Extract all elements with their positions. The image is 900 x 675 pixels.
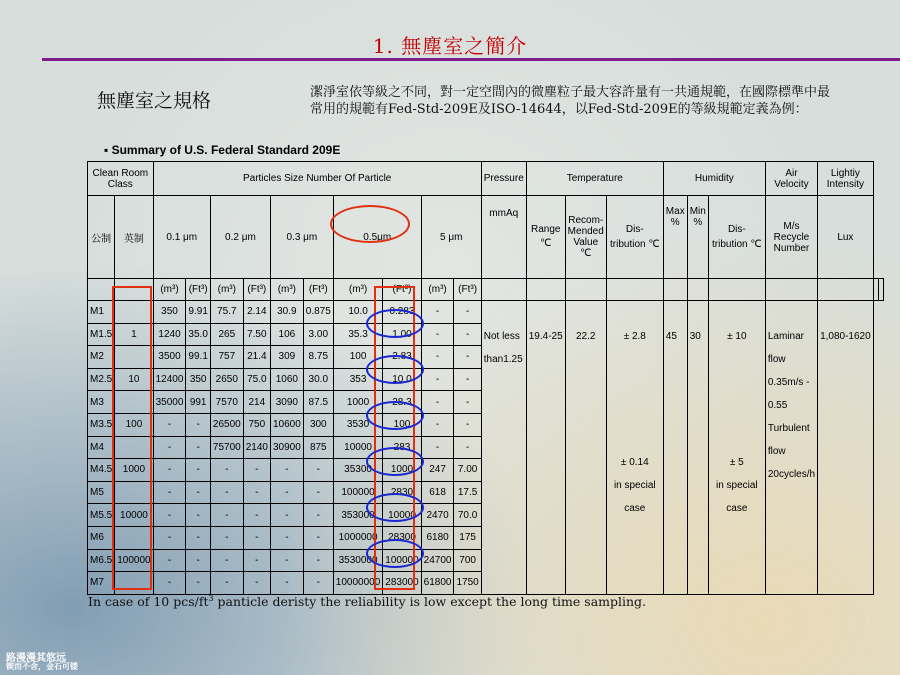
particle-value: 10000 — [333, 436, 383, 459]
unit-cell: (Ft³) — [186, 279, 210, 301]
particle-value: 2470 — [421, 504, 454, 527]
air-velocity-value-line: flow — [767, 446, 786, 457]
description-line-1: 潔淨室依等級之不同，對一定空間內的微塵粒子最大容許量有一共通規範，在國際標準中最 — [310, 85, 831, 100]
temp-range-value — [526, 301, 565, 595]
english-class — [115, 572, 153, 595]
pressure-value — [481, 301, 526, 595]
header-temperature: Temperature — [526, 162, 663, 196]
header-range: Range ℃ — [526, 196, 565, 279]
particle-value: 3.00 — [303, 323, 333, 346]
temp-distribution-value-line: in special — [613, 480, 656, 491]
particle-value: 7570 — [210, 391, 243, 414]
particle-value: - — [270, 504, 303, 527]
header-distribution: Dis- tribution ℃ — [606, 196, 663, 279]
humidity-max-value-line: 45 — [665, 331, 677, 342]
watermark-line-2: 锲而不舍，金石可镂 — [6, 662, 78, 671]
unit-cell: (m³) — [333, 279, 383, 301]
particle-value: - — [243, 459, 270, 482]
temp-recommended-value — [565, 301, 606, 595]
unit-blank — [818, 279, 874, 301]
header-class: Clean Room Class — [88, 162, 154, 196]
unit-blank — [526, 279, 565, 301]
particle-value: - — [421, 346, 454, 369]
air-velocity-value-line: flow — [767, 354, 786, 365]
english-class: 1000 — [115, 459, 153, 482]
temp-distribution-value-line: ± 2.8 — [623, 331, 646, 342]
particle-value: 35.0 — [186, 323, 210, 346]
particle-value: 10000 — [383, 504, 421, 527]
air-velocity-value — [765, 301, 817, 595]
unit-blank — [88, 279, 115, 301]
particle-value: 2140 — [243, 436, 270, 459]
particle-value: 618 — [421, 481, 454, 504]
particle-value: 87.5 — [303, 391, 333, 414]
metric-class: M2 — [88, 346, 115, 369]
particle-value: 309 — [270, 346, 303, 369]
particle-value: 100 — [383, 413, 421, 436]
english-class — [115, 436, 153, 459]
particle-value: 3530000 — [333, 549, 383, 572]
header-max: Max % — [663, 196, 687, 279]
particle-value: 350 — [153, 301, 186, 324]
particle-value: 70.0 — [454, 504, 481, 527]
temp-recommended-value-line: 22.2 — [576, 331, 596, 342]
pressure-value-line: than1.25 — [483, 354, 523, 365]
humidity-distribution-value-line: ± 5 — [729, 457, 744, 468]
particle-value: 35300 — [333, 459, 383, 482]
particle-value: 17.5 — [454, 481, 481, 504]
particle-value: - — [270, 572, 303, 595]
particle-value: 353 — [333, 368, 383, 391]
particle-value: 75700 — [210, 436, 243, 459]
particle-value: 12400 — [153, 368, 186, 391]
air-velocity-value-line: 0.35m/s - — [767, 377, 810, 388]
particle-value: - — [454, 323, 481, 346]
particle-value: - — [303, 459, 333, 482]
particle-value: - — [454, 391, 481, 414]
unit-cell: (m³) — [421, 279, 454, 301]
temp-range-value-line: 19.4-25 — [528, 331, 563, 342]
lux-value — [818, 301, 874, 595]
unit-blank — [708, 279, 765, 301]
footnote-post: panticle deristy the reliability is low except the long time sampling. — [213, 594, 647, 610]
particle-value: 8.75 — [303, 346, 333, 369]
particle-value: - — [153, 459, 186, 482]
header-row-2 — [88, 196, 884, 279]
particle-value: - — [421, 436, 454, 459]
table-row — [88, 301, 884, 324]
title-divider — [42, 58, 900, 61]
particle-value: 21.4 — [243, 346, 270, 369]
header-size-0-5: 0.5μm — [333, 196, 421, 279]
header-particles: Particles Size Number Of Particle — [153, 162, 481, 196]
particle-value: 99.1 — [186, 346, 210, 369]
particle-value: 35000 — [153, 391, 186, 414]
particle-value: 991 — [186, 391, 210, 414]
metric-class: M3 — [88, 391, 115, 414]
particle-value: - — [210, 549, 243, 572]
particle-value: 10000000 — [333, 572, 383, 595]
humidity-distribution-value-line: in special — [715, 480, 758, 491]
header-hum-distribution: Dis- tribution ℃ — [708, 196, 765, 279]
english-class: 100 — [115, 413, 153, 436]
header-row-1 — [88, 162, 884, 196]
unit-blank — [663, 279, 687, 301]
particle-value: 10600 — [270, 413, 303, 436]
particle-value: 10.0 — [383, 368, 421, 391]
english-class: 10 — [115, 368, 153, 391]
unit-blank — [687, 279, 708, 301]
particle-value: 6180 — [421, 526, 454, 549]
metric-class: M4.5 — [88, 459, 115, 482]
particle-value: 26500 — [210, 413, 243, 436]
particle-value: - — [421, 391, 454, 414]
particle-value: - — [270, 526, 303, 549]
metric-class: M5 — [88, 481, 115, 504]
particle-value: - — [421, 368, 454, 391]
particle-value: - — [153, 436, 186, 459]
particle-value: 24700 — [421, 549, 454, 572]
air-velocity-value-line: 20cycles/h — [767, 469, 816, 480]
particle-value: - — [210, 504, 243, 527]
particle-value: 1.00 — [383, 323, 421, 346]
header-min: Min % — [687, 196, 708, 279]
particle-value: 2.83 — [383, 346, 421, 369]
section-heading: 無塵室之規格 — [97, 90, 212, 112]
humidity-distribution-value-line: case — [726, 503, 748, 514]
header-size-0-2: 0.2 μm — [210, 196, 270, 279]
temp-distribution-value-line: ± 0.14 — [620, 457, 649, 468]
unit-cell: (m³) — [210, 279, 243, 301]
particle-value: 1240 — [153, 323, 186, 346]
unit-blank — [878, 279, 883, 301]
unit-cell: (Ft³) — [454, 279, 481, 301]
particle-value: - — [153, 481, 186, 504]
particle-value: - — [186, 459, 210, 482]
particle-value: - — [153, 549, 186, 572]
unit-cell: (Ft³) — [383, 279, 421, 301]
header-size-0-1: 0.1 μm — [153, 196, 210, 279]
particle-value: 28.3 — [383, 391, 421, 414]
humidity-min-value — [687, 301, 708, 595]
particle-value: - — [303, 504, 333, 527]
particle-value: 3500 — [153, 346, 186, 369]
particle-value: 61800 — [421, 572, 454, 595]
footnote — [88, 594, 646, 609]
particle-value: 10.0 — [333, 301, 383, 324]
particle-value: - — [454, 346, 481, 369]
unit-blank — [765, 279, 817, 301]
particle-value: - — [270, 549, 303, 572]
particle-value: 2830 — [383, 481, 421, 504]
particle-value: - — [186, 572, 210, 595]
english-class — [115, 301, 153, 324]
particle-value: - — [186, 436, 210, 459]
header-metric: 公制 — [88, 196, 115, 279]
watermark-line-1: 路漫漫其悠远 — [6, 653, 66, 664]
particle-value: 1000 — [383, 459, 421, 482]
unit-cell: (m³) — [153, 279, 186, 301]
unit-blank — [565, 279, 606, 301]
particle-value: 300 — [303, 413, 333, 436]
air-velocity-value-line: Laminar — [767, 331, 804, 342]
english-class — [115, 526, 153, 549]
particle-value: 0.283 — [383, 301, 421, 324]
particle-value: - — [186, 481, 210, 504]
particle-value: - — [421, 413, 454, 436]
header-size-5: 5 μm — [421, 196, 481, 279]
spacer — [609, 348, 661, 451]
temp-distribution-value — [606, 301, 663, 595]
particle-value: - — [153, 526, 186, 549]
particle-value: 7.50 — [243, 323, 270, 346]
humidity-distribution-value-line: ± 10 — [727, 331, 747, 342]
english-class: 10000 — [115, 504, 153, 527]
metric-class: M4 — [88, 436, 115, 459]
particle-value: - — [186, 413, 210, 436]
particle-value: 100000 — [333, 481, 383, 504]
particle-value: - — [421, 301, 454, 324]
english-class: 1 — [115, 323, 153, 346]
particle-value: - — [303, 526, 333, 549]
particle-value: 265 — [210, 323, 243, 346]
particle-value: 353000 — [333, 504, 383, 527]
humidity-min-value-line: 30 — [689, 331, 701, 342]
particle-value: 1750 — [454, 572, 481, 595]
particle-value: 75.0 — [243, 368, 270, 391]
header-humidity: Humidity — [663, 162, 765, 196]
humidity-max-value — [663, 301, 687, 595]
particle-value: - — [153, 504, 186, 527]
pressure-value-line: Not less — [483, 331, 520, 342]
particle-value: 3530 — [333, 413, 383, 436]
particle-value: - — [210, 526, 243, 549]
air-velocity-value-line: Turbulent — [767, 423, 810, 434]
particle-value: 1000 — [333, 391, 383, 414]
particle-value: - — [186, 504, 210, 527]
particle-value: 1060 — [270, 368, 303, 391]
particle-value: 283000 — [383, 572, 421, 595]
unit-row — [88, 279, 884, 301]
particle-value: - — [243, 504, 270, 527]
metric-class: M2.5 — [88, 368, 115, 391]
particle-value: 0.875 — [303, 301, 333, 324]
header-pressure: Pressure — [481, 162, 526, 196]
particle-value: 214 — [243, 391, 270, 414]
metric-class: M7 — [88, 572, 115, 595]
temp-distribution-value-line: case — [624, 503, 646, 514]
particle-value: 750 — [243, 413, 270, 436]
particle-value: - — [303, 572, 333, 595]
particle-value: - — [270, 459, 303, 482]
particle-value: 100000 — [383, 549, 421, 572]
particle-value: - — [153, 572, 186, 595]
unit-blank — [115, 279, 153, 301]
header-recommended: Recom- Mended Value ℃ — [565, 196, 606, 279]
english-class — [115, 346, 153, 369]
particle-value: 283 — [383, 436, 421, 459]
particle-value: - — [454, 413, 481, 436]
particle-value: 875 — [303, 436, 333, 459]
english-class: 100000 — [115, 549, 153, 572]
spacer — [711, 348, 763, 451]
air-velocity-value-line: 0.55 — [767, 400, 788, 411]
particle-value: - — [210, 459, 243, 482]
particle-value: 7.00 — [454, 459, 481, 482]
metric-class: M1 — [88, 301, 115, 324]
lux-value-line: 1,080-1620 — [820, 331, 871, 342]
unit-blank — [481, 279, 526, 301]
header-mmaq: mmAq — [481, 196, 526, 279]
header-english: 英制 — [115, 196, 153, 279]
header-light: Lightiy Intensity — [818, 162, 874, 196]
particle-value: 3090 — [270, 391, 303, 414]
particle-value: 757 — [210, 346, 243, 369]
particle-value: - — [186, 526, 210, 549]
particle-value: - — [243, 549, 270, 572]
footnote-pre: In case of 10 pcs/ft — [88, 594, 209, 610]
metric-class: M6 — [88, 526, 115, 549]
particle-value: - — [270, 481, 303, 504]
particle-value: - — [243, 572, 270, 595]
particle-value: 700 — [454, 549, 481, 572]
header-lux: Lux — [818, 196, 874, 279]
particle-value: - — [454, 301, 481, 324]
humidity-distribution-value — [708, 301, 765, 595]
footnote-sup: 3 — [208, 594, 214, 603]
metric-class: M6.5 — [88, 549, 115, 572]
particle-value: - — [153, 413, 186, 436]
particle-value: - — [210, 481, 243, 504]
header-size-0-3: 0.3 μm — [270, 196, 333, 279]
particle-value: 247 — [421, 459, 454, 482]
table-title: ▪ Summary of U.S. Federal Standard 209E — [104, 143, 341, 157]
particle-value: - — [454, 436, 481, 459]
particle-value: 2650 — [210, 368, 243, 391]
particle-value: 175 — [454, 526, 481, 549]
particle-value: - — [454, 368, 481, 391]
particle-value: 350 — [186, 368, 210, 391]
unit-cell: (Ft³) — [303, 279, 333, 301]
particle-value: 1000000 — [333, 526, 383, 549]
description-line-2: 常用的規範有Fed-Std-209E及ISO-14644，以Fed-Std-209E的等級規範定義為例： — [310, 102, 808, 117]
particle-value: 9.91 — [186, 301, 210, 324]
particle-value: 100 — [333, 346, 383, 369]
metric-class: M1.5 — [88, 323, 115, 346]
particle-value: 35.3 — [333, 323, 383, 346]
particle-value: 75.7 — [210, 301, 243, 324]
particle-value: 30.0 — [303, 368, 333, 391]
unit-blank — [606, 279, 663, 301]
particle-value: - — [243, 481, 270, 504]
slide-title: 1. 無塵室之簡介 — [372, 34, 528, 58]
particle-value: 106 — [270, 323, 303, 346]
particle-value: - — [186, 549, 210, 572]
unit-cell: (m³) — [270, 279, 303, 301]
particle-value: - — [303, 549, 333, 572]
metric-class: M3.5 — [88, 413, 115, 436]
description-text — [310, 84, 900, 118]
particle-value: 30900 — [270, 436, 303, 459]
particle-value: - — [210, 572, 243, 595]
particle-value: 2.14 — [243, 301, 270, 324]
metric-class: M5.5 — [88, 504, 115, 527]
particle-value: - — [243, 526, 270, 549]
particle-value: - — [303, 481, 333, 504]
particle-value: 30.9 — [270, 301, 303, 324]
particle-value: 28300 — [383, 526, 421, 549]
english-class — [115, 481, 153, 504]
header-air-velocity: Air Velocity — [765, 162, 817, 196]
header-ms: M/s Recycle Number — [765, 196, 817, 279]
standard-209e-table — [87, 161, 884, 595]
unit-cell: (Ft³) — [243, 279, 270, 301]
english-class — [115, 391, 153, 414]
particle-value: - — [421, 323, 454, 346]
